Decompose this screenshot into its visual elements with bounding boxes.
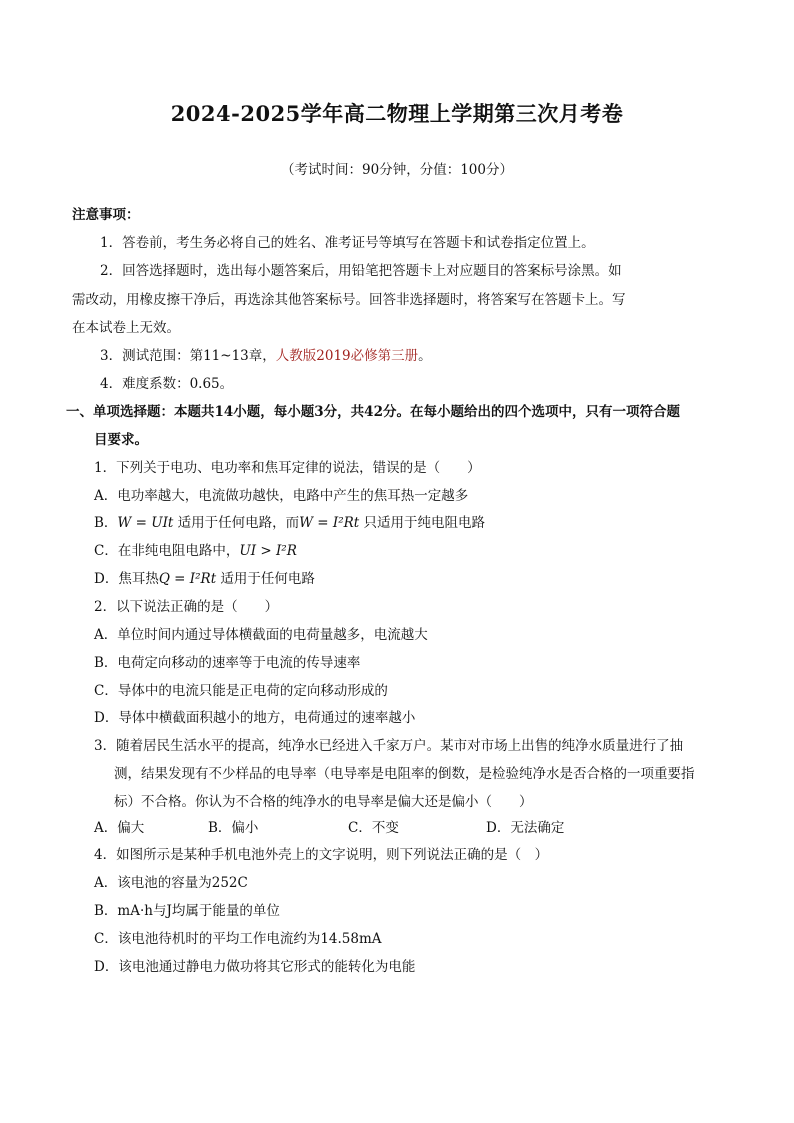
notice-heading: 注意事项：	[72, 207, 140, 223]
notice-item-2-line-2: 需改动，用橡皮擦干净后，再选涂其他答案标号。回答非选择题时，将答案写在答题卡上。写	[72, 292, 626, 308]
question-1-option-b	[94, 513, 485, 533]
question-2-option-d: D．导体中横截面积越小的地方，电荷通过的速率越小	[94, 710, 416, 726]
question-3-option-b: B．偏小	[208, 820, 259, 836]
q1-b-mid: 适用于任何电路，而	[173, 515, 300, 531]
q1-d-suffix: 适用于任何电路	[216, 571, 315, 587]
question-4-option-d: D．该电池通过静电力做功将其它形式的能转化为电能	[94, 959, 416, 975]
question-2-option-c: C．导体中的电流只能是正电荷的定向移动形成的	[94, 683, 388, 699]
q1-d-prefix: D．焦耳热	[94, 571, 159, 587]
question-3-stem-line-1: 3．随着居民生活水平的提高，纯净水已经进入千家万户。某市对市场上出售的纯净水质量进行了抽	[94, 738, 684, 754]
q1-c-formula: UI > I²R	[239, 543, 297, 559]
question-4-option-b: B．mA·h与J均属于能量的单位	[94, 903, 280, 919]
q1-b-formula-1: W = UIt	[117, 515, 174, 531]
question-3-option-a: A．偏大	[94, 820, 145, 836]
question-3-option-c: C．不变	[348, 820, 399, 836]
question-3-stem-line-3: 标）不合格。你认为不合格的纯净水的电导率是偏大还是偏小（ ）	[114, 794, 533, 810]
notice-item-3-scope: 人教版2019必修第三册	[275, 348, 419, 364]
notice-item-3-suffix: 。	[418, 348, 432, 364]
question-2-option-b: B．电荷定向移动的速率等于电流的传导速率	[94, 655, 361, 671]
q1-d-formula: Q = I²Rt	[158, 571, 217, 587]
q1-b-suffix: 只适用于纯电阻电路	[359, 515, 486, 531]
q1-c-prefix: C．在非纯电阻电路中，	[94, 543, 240, 559]
q1-b-formula-2: W = I²Rt	[299, 515, 360, 531]
question-1-stem: 1．下列关于电功、电功率和焦耳定律的说法，错误的是（ ）	[94, 460, 481, 476]
question-1-option-a: A．电功率越大，电流做功越快，电路中产生的焦耳热一定越多	[94, 488, 469, 504]
exam-subtitle: （考试时间：90分钟，分值：100分）	[281, 162, 513, 178]
question-2-option-a: A．单位时间内通过导体横截面的电荷量越多，电流越大	[94, 627, 428, 643]
question-4-stem: 4．如图所示是某种手机电池外壳上的文字说明，则下列说法正确的是（ ）	[94, 847, 549, 863]
question-3-stem-line-2: 测，结果发现有不少样品的电导率（电导率是电阻率的倒数，是检验纯净水是否合格的一项重要指	[114, 766, 695, 782]
question-4-option-a: A．该电池的容量为252C	[94, 875, 248, 891]
section-1-heading-line-2: 目要求。	[94, 432, 148, 448]
notice-item-2-line-1: 2．回答选择题时，选出每小题答案后，用铅笔把答题卡上对应题目的答案标号涂黑。如	[100, 263, 622, 279]
notice-item-3	[100, 346, 432, 366]
notice-item-3-prefix: 3．测试范围：第11~13章，	[100, 348, 276, 364]
question-3-option-d: D．无法确定	[486, 820, 565, 836]
notice-item-1: 1．答卷前，考生务必将自己的姓名、准考证号等填写在答题卡和试卷指定位置上。	[100, 235, 595, 251]
question-1-option-d	[94, 569, 315, 589]
question-2-stem: 2．以下说法正确的是（ ）	[94, 599, 279, 615]
exam-title: 2024-2025学年高二物理上学期第三次月考卷	[170, 101, 624, 126]
question-1-option-c	[94, 541, 297, 561]
notice-item-4: 4．难度系数：0.65。	[100, 376, 234, 392]
question-4-option-c: C．该电池待机时的平均工作电流约为14.58mA	[94, 931, 382, 947]
notice-item-2-line-3: 在本试卷上无效。	[72, 320, 180, 336]
section-1-heading-line-1: 一、单项选择题：本题共14小题，每小题3分，共42分。在每小题给出的四个选项中，只有一项符合题	[66, 404, 680, 420]
q1-b-prefix: B．	[94, 515, 118, 531]
